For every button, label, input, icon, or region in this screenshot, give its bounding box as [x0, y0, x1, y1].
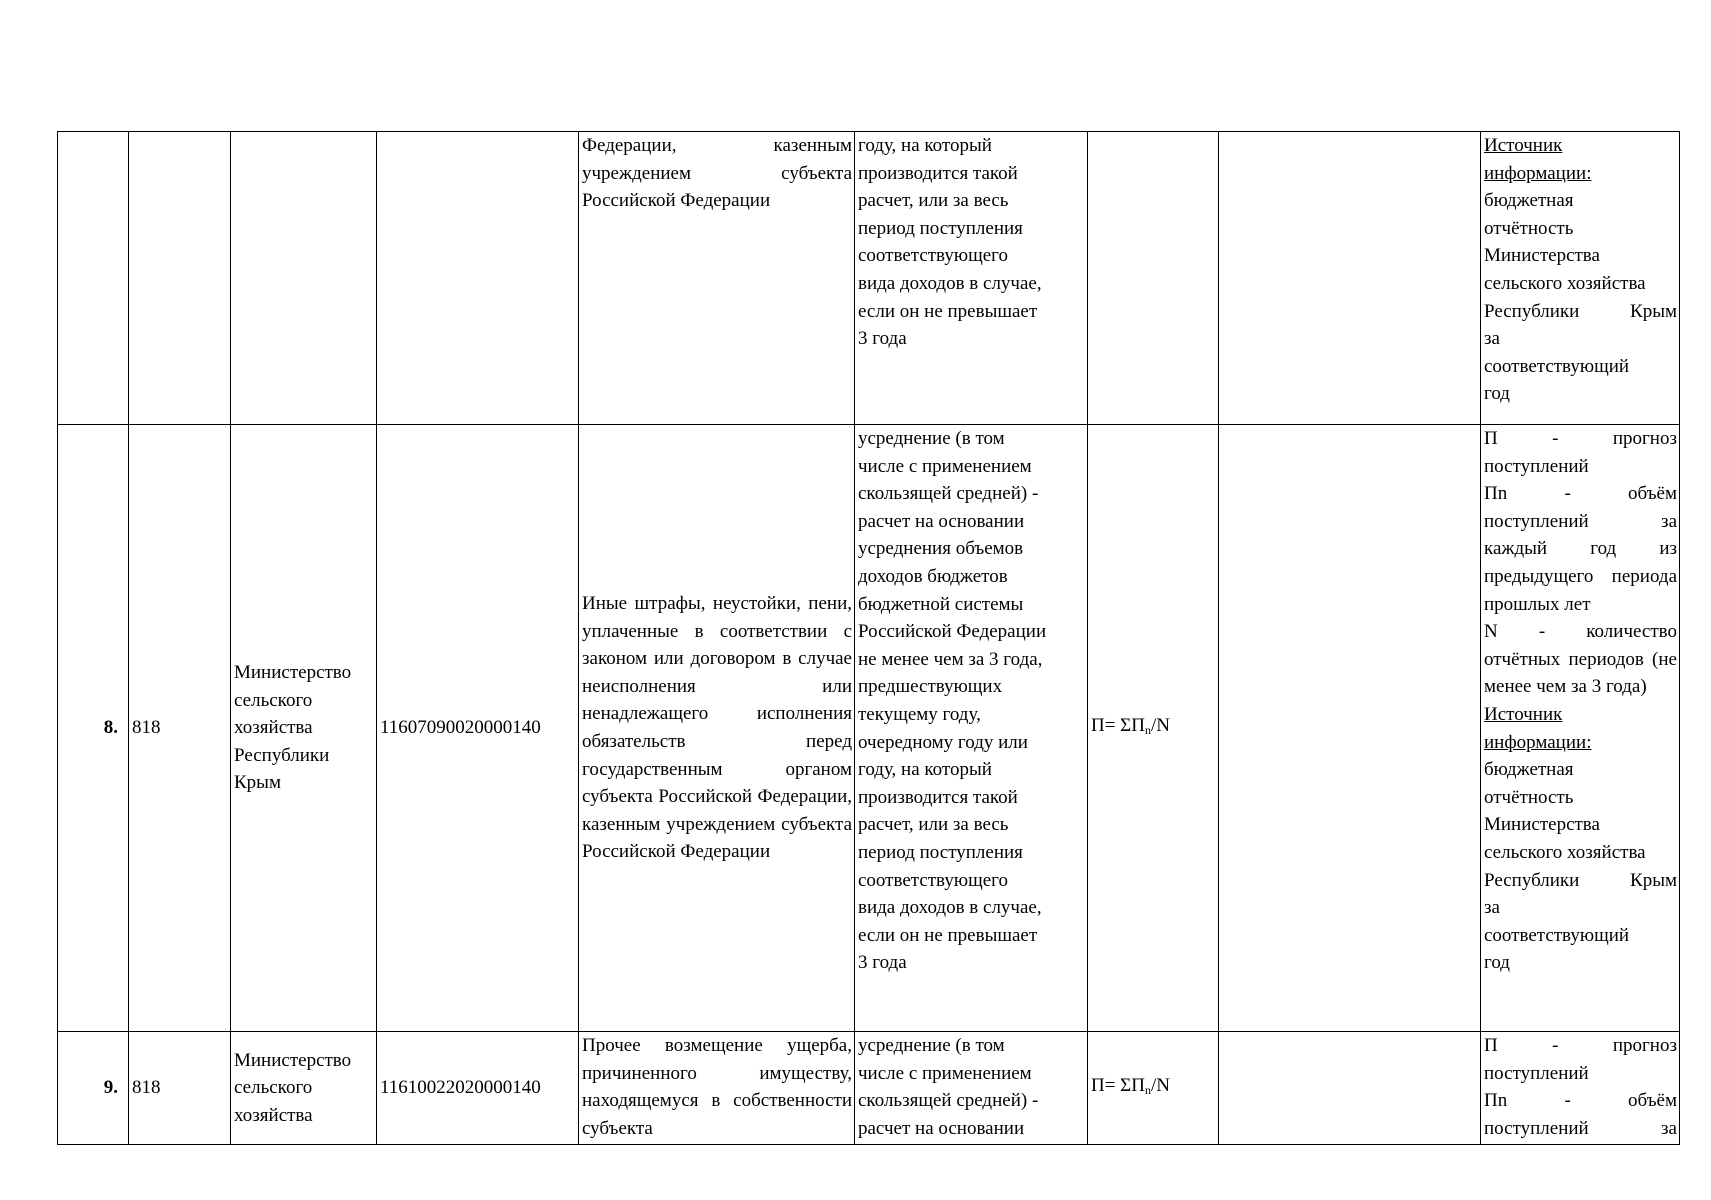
calculation-method	[855, 1032, 1088, 1145]
administrator-name: Министерство сельского хозяйства Республики Крым	[231, 425, 377, 1032]
revenue-name	[579, 132, 855, 425]
forecast-dash: -	[1552, 1035, 1559, 1056]
method-line: усреднения объемов	[858, 538, 1024, 560]
algorithm	[1219, 425, 1481, 1032]
source-line: соответствующий	[1484, 355, 1630, 377]
method-line: производится такой	[858, 162, 1018, 184]
method-line: числе с применением	[858, 455, 1032, 477]
method-line: если он не превышает	[858, 300, 1038, 322]
calculation-method	[855, 425, 1088, 1032]
volume-dash: -	[1564, 483, 1571, 505]
table-row	[58, 425, 1680, 1032]
forecast-definition	[1484, 425, 1677, 453]
method-line: расчет, или за весь	[858, 814, 1009, 836]
algorithm	[1219, 132, 1481, 425]
forecast-rest: поступлений	[1484, 455, 1589, 477]
method-line: усреднение (в том	[858, 428, 1005, 449]
calculation-method	[855, 132, 1088, 425]
forecast-word: прогноз	[1612, 428, 1677, 449]
revenue-name	[579, 1032, 855, 1145]
count-word: количество	[1586, 621, 1677, 643]
method-line: числе с применением	[858, 1062, 1032, 1084]
revenue-forecast-table	[57, 131, 1680, 1145]
method-line: усреднение (в том	[858, 1035, 1005, 1056]
table-row	[58, 1032, 1680, 1145]
volume-rest	[1484, 1115, 1677, 1143]
source-line: сельского хозяйства	[1484, 272, 1646, 294]
source-region-word: Крым	[1630, 869, 1677, 891]
method-line: вида доходов в случае,	[858, 272, 1042, 294]
algorithm	[1219, 1032, 1481, 1145]
formula-suffix: /N	[1150, 714, 1170, 736]
method-line: году, на который	[858, 135, 992, 156]
source-line: за	[1484, 328, 1500, 350]
notes	[1481, 132, 1680, 425]
source-label: информации:	[1484, 162, 1592, 184]
forecast-word: прогноз	[1612, 1035, 1677, 1056]
method-line: бюджетной системы	[858, 593, 1024, 615]
method-line: скользящей средней) -	[858, 1090, 1039, 1112]
revenue-name	[579, 425, 855, 1032]
source-label: Источник	[1484, 135, 1563, 156]
forecast-sign: П	[1484, 1035, 1498, 1056]
method-line: скользящей средней) -	[858, 483, 1039, 505]
method-line: производится такой	[858, 786, 1018, 808]
source-label: Источник	[1484, 703, 1563, 725]
source-line: бюджетная	[1484, 759, 1574, 781]
volume-definition	[1484, 1087, 1677, 1115]
method-line: расчет, или за весь	[858, 190, 1009, 212]
formula	[1088, 425, 1219, 1032]
method-line: Российской Федерации	[858, 621, 1047, 643]
formula	[1088, 132, 1219, 425]
revenue-name-text: Федерации, казенным учреждением субъекта Российской Федерации	[582, 135, 852, 212]
source-line: Министерства	[1484, 814, 1600, 836]
source-line: Министерства	[1484, 245, 1600, 267]
source-line: соответствующий	[1484, 924, 1630, 946]
volume-dash: -	[1564, 1090, 1571, 1112]
method-line: период поступления	[858, 841, 1023, 863]
notes	[1481, 1032, 1680, 1145]
formula-text	[1091, 715, 1170, 736]
source-line: отчётность	[1484, 786, 1574, 808]
notes	[1481, 425, 1680, 1032]
forecast-sign: П	[1484, 428, 1498, 449]
kbk-code: 11610022020000140	[377, 1032, 579, 1145]
method-line: очередному году или	[858, 731, 1028, 753]
source-region-word: Республики	[1484, 869, 1580, 891]
row-number: 8.	[58, 425, 129, 1032]
row-number	[58, 132, 129, 425]
administrator-name	[231, 132, 377, 425]
method-line: соответствующего	[858, 245, 1008, 267]
volume-rest-left: поступлений	[1484, 1117, 1589, 1139]
method-line: соответствующего	[858, 869, 1008, 891]
table-row	[58, 132, 1680, 425]
source-line: за	[1484, 897, 1500, 919]
volume-sign: Пn	[1484, 1090, 1508, 1112]
formula	[1088, 1032, 1219, 1145]
source-label: информации:	[1484, 731, 1592, 753]
admin-code	[129, 132, 231, 425]
volume-sign: Пn	[1484, 483, 1508, 505]
source-line: год	[1484, 952, 1510, 974]
kbk-code: 11607090020000140	[377, 425, 579, 1032]
formula-prefix: П= ΣП	[1091, 714, 1145, 736]
source-line: сельского хозяйства	[1484, 841, 1646, 863]
source-region-word: Крым	[1630, 300, 1677, 322]
formula-prefix: П= ΣП	[1091, 1074, 1145, 1096]
forecast-rest: поступлений	[1484, 1062, 1589, 1084]
source-line: год	[1484, 383, 1510, 405]
volume-word: объём	[1628, 483, 1677, 505]
method-line: текущему году,	[858, 703, 981, 725]
source-line: бюджетная	[1484, 190, 1574, 212]
method-line: не менее чем за 3 года,	[858, 648, 1043, 670]
revenue-name-text: Прочее возмещение ущерба, причиненного имуществу, находящемуся в собственности субъекта	[582, 1035, 852, 1139]
forecast-dash: -	[1552, 428, 1559, 449]
row-number: 9.	[58, 1032, 129, 1145]
formula-text	[1091, 1075, 1170, 1096]
method-line: предшествующих	[858, 676, 1003, 698]
source-line: отчётность	[1484, 217, 1574, 239]
method-line: расчет на основании	[858, 510, 1025, 532]
source-region	[1484, 867, 1677, 895]
count-dash: -	[1538, 621, 1546, 643]
count-sign: N	[1484, 621, 1498, 643]
volume-rest: поступлений за каждый год из предыдущего периода прошлых лет	[1484, 510, 1677, 615]
formula-subscript: n	[1144, 1082, 1151, 1097]
volume-rest-right: за	[1661, 1117, 1677, 1139]
formula-suffix: /N	[1150, 1074, 1170, 1096]
source-region	[1484, 298, 1677, 326]
volume-word: объём	[1628, 1090, 1677, 1112]
formula-subscript: n	[1144, 722, 1151, 737]
volume-definition	[1484, 480, 1677, 508]
method-line: период поступления	[858, 217, 1023, 239]
method-line: расчет на основании	[858, 1117, 1025, 1139]
method-line: если он не превышает	[858, 924, 1038, 946]
count-definition	[1484, 618, 1677, 646]
method-line: вида доходов в случае,	[858, 897, 1042, 919]
administrator-name: Министерство сельского хозяйства	[231, 1032, 377, 1145]
kbk-code	[377, 132, 579, 425]
method-line: 3 года	[858, 328, 907, 350]
source-region-word: Республики	[1484, 300, 1580, 322]
admin-code: 818	[129, 1032, 231, 1145]
revenue-name-text: Иные штрафы, неустойки, пени, уплаченные в соответствии с законом или договором в случае неисполнения или ненадлежащего исполнения обязательств перед государственным органом субъекта Российской Федерации, казенным учреждением субъекта Российской Федерации	[582, 593, 852, 863]
admin-code: 818	[129, 425, 231, 1032]
method-line: доходов бюджетов	[858, 565, 1008, 587]
forecast-definition	[1484, 1032, 1677, 1060]
method-line: году, на который	[858, 759, 992, 781]
count-rest: отчётных периодов (не менее чем за 3 года)	[1484, 648, 1677, 698]
method-line: 3 года	[858, 952, 907, 974]
